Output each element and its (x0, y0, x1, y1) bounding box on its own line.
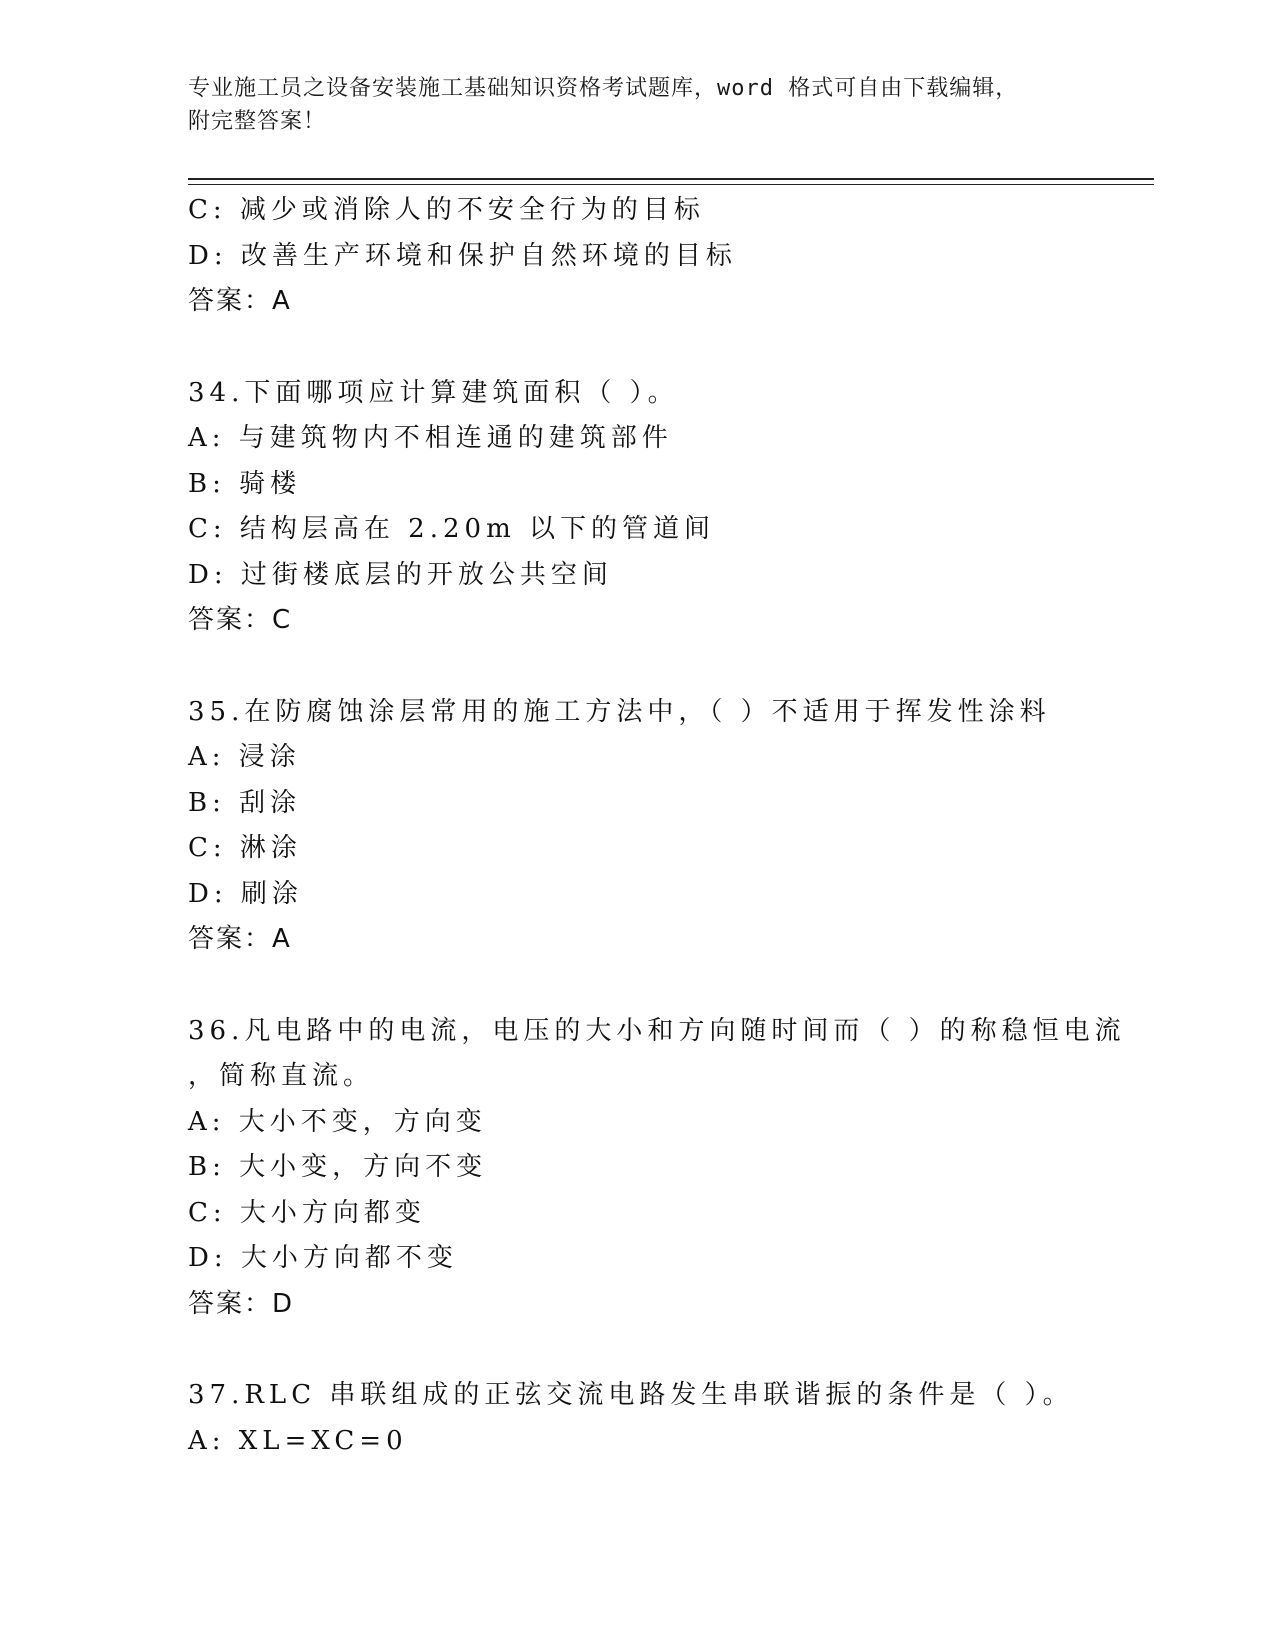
option-a: A: 浸涂 (188, 742, 301, 772)
question-list (188, 188, 1126, 1464)
header-line-2: 附完整答案！ (188, 109, 327, 134)
option-c: C: 大小方向都变 (188, 1197, 426, 1228)
header-divider-bottom (188, 184, 1154, 185)
option-c: C: 淋涂 (188, 833, 302, 863)
option-b: B: 骑楼 (188, 468, 302, 499)
option-c: C: 结构层高在 2.20m 以下的管道间 (188, 514, 715, 544)
option-b: B: 大小变，方向不变 (188, 1152, 488, 1182)
question-text: 35.在防腐蚀涂层常用的施工方法中，（ ）不适用于挥发性涂料 (188, 696, 1051, 727)
option-b: B: 刮涂 (188, 787, 302, 818)
option-c: C: 减少或消除人的不安全行为的目标 (188, 195, 705, 225)
answer-label: 答案：A (188, 286, 292, 316)
option-a: A: 与建筑物内不相连通的建筑部件 (188, 423, 673, 453)
header-divider-top (188, 178, 1154, 180)
spacer (188, 644, 1088, 690)
option-d: D: 改善生产环境和保护自然环境的目标 (188, 240, 737, 271)
question-block-prev (188, 188, 1088, 325)
question-text: 37.RLC 串联组成的正弦交流电路发生串联谐振的条件是（ ）。 (188, 1380, 1074, 1410)
answer-label: 答案：D (188, 1288, 295, 1319)
question-block-34 (188, 371, 1088, 644)
question-text-line-2: ，简称直流。 (188, 1061, 375, 1091)
option-d: D: 过街楼底层的开放公共空间 (188, 559, 613, 590)
option-a: A: 大小不变，方向变 (188, 1106, 487, 1137)
option-a: A: XL=XC=0 (188, 1425, 408, 1456)
question-block-35 (188, 690, 1088, 963)
option-d: D: 大小方向都不变 (188, 1243, 458, 1273)
document-header (188, 72, 1088, 138)
question-text-line-1: 36.凡电路中的电流，电压的大小和方向随时间而（ ）的称稳恒电流 (188, 1015, 1126, 1046)
spacer (188, 963, 1088, 1009)
answer-label: 答案：C (188, 605, 293, 635)
option-d: D: 刷涂 (188, 878, 303, 909)
answer-label: 答案：A (188, 924, 292, 954)
spacer (188, 325, 1088, 371)
question-block-36 (188, 1009, 1126, 1328)
spacer (188, 1327, 1088, 1373)
question-text: 34.下面哪项应计算建筑面积（ ）。 (188, 377, 679, 408)
question-block-37 (188, 1373, 1088, 1464)
header-line-1: 专业施工员之设备安装施工基础知识资格考试题库，word 格式可自由下载编辑， (188, 76, 1019, 101)
